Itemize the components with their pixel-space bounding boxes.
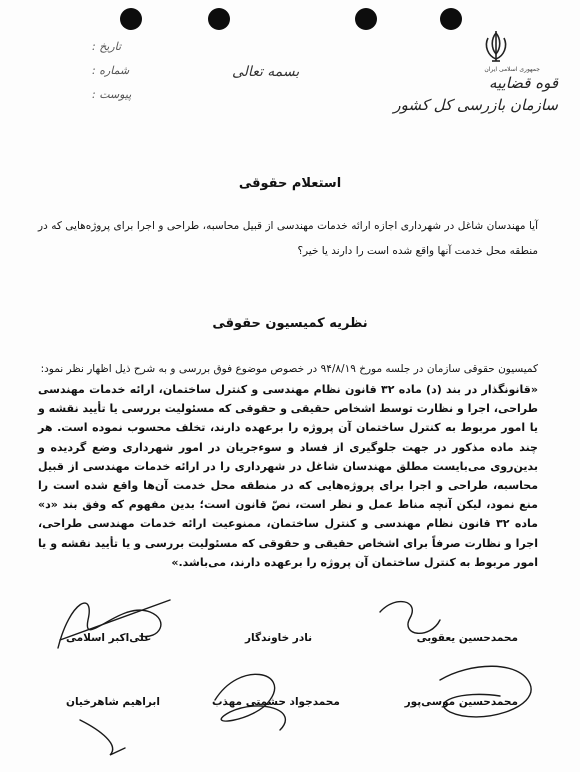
opinion-title: نظریه کمیسیون حقوقی — [212, 316, 368, 331]
signatory-name: محمدجواد حشمتی مهذب — [212, 696, 340, 708]
punch-hole — [440, 8, 462, 30]
inquiry-title: استعلام حقوقی — [238, 176, 342, 191]
signatory-name: نادر خاوندگار — [245, 632, 313, 644]
date-field-label: تاریخ : — [92, 40, 122, 53]
signatory-name: علی‌اکبر اسلامی — [66, 632, 152, 644]
attachment-field-label: پیوست : — [92, 88, 132, 101]
number-field-label: شماره : — [92, 64, 130, 77]
signatory-name: محمدحسین موسی‌پور — [404, 696, 518, 708]
punch-hole — [355, 8, 377, 30]
basmala-heading: بسمه تعالی — [232, 64, 300, 80]
org-judiciary-label: قوه قضاییه — [488, 74, 558, 92]
signatory-name: محمدحسین یعقوبی — [416, 632, 518, 644]
opinion-text: «قانونگذار در بند (د) ماده ۳۲ قانون نظام مهندسی و کنترل ساختمان، ارائه خدمات مهندسی طراحی، اجرا و نظارت توسط اشخاص حقیقی و حقوقی که مسئولیت بررسی یا تأیید نقشه و یا امور مربوط به کنترل ساختمان آن پروژه را برعهده دارند، تخلف محسوب نموده است. هر چند ماده مذکور در جهت جلوگیری از فساد و سوءجریان در امور شهرداری وضع گردیده و بدین‌روی می‌بایست مطلق مهندسان شاغل در شهرداری را در ارائه خدمات مهندسی از قبیل محاسبه، طراحی و اجرا برای پروژه‌هایی که در منطقه محل خدمت آن‌ها واقع شده است را منع نمود، لیکن آنچه مناط عمل و نظر است، نصّ قانون است؛ بدین مفهوم که وفق بند «د» ماده ۳۲ قانون نظام مهندسی و کنترل ساختمان، ممنوعیت ارائه خدمات مهندسی طراحی، اجرا و نظارت صرفاً برای اشخاص حقیقی و حقوقی که مسئولیت بررسی و یا تأیید نقشه و یا امور مربوط به کنترل ساختمان آن پروژه را برعهده دارند، می‌باشد.» — [38, 383, 538, 569]
punch-hole — [208, 8, 230, 30]
punch-hole — [120, 8, 142, 30]
inquiry-question: آیا مهندسان شاغل در شهرداری اجازه ارائه خدمات مهندسی از قبیل محاسبه، طراحی و اجرا برای پروژه‌هایی که در منطقه محل خدمت آنها واقع شده است را دارند یا خیر؟ — [38, 220, 538, 257]
org-country-label: جمهوری اسلامی ایران — [484, 66, 540, 73]
opinion-intro: کمیسیون حقوقی سازمان در جلسه مورخ ۹۴/۸/۱۹ در خصوص موضوع فوق بررسی و به شرح ذیل اظهار نظر نمود: — [40, 363, 538, 375]
org-name-label: سازمان بازرسی کل کشور — [393, 96, 558, 114]
emblem-icon — [482, 30, 510, 64]
signatory-name: ابراهیم شاهرخیان — [66, 696, 160, 708]
